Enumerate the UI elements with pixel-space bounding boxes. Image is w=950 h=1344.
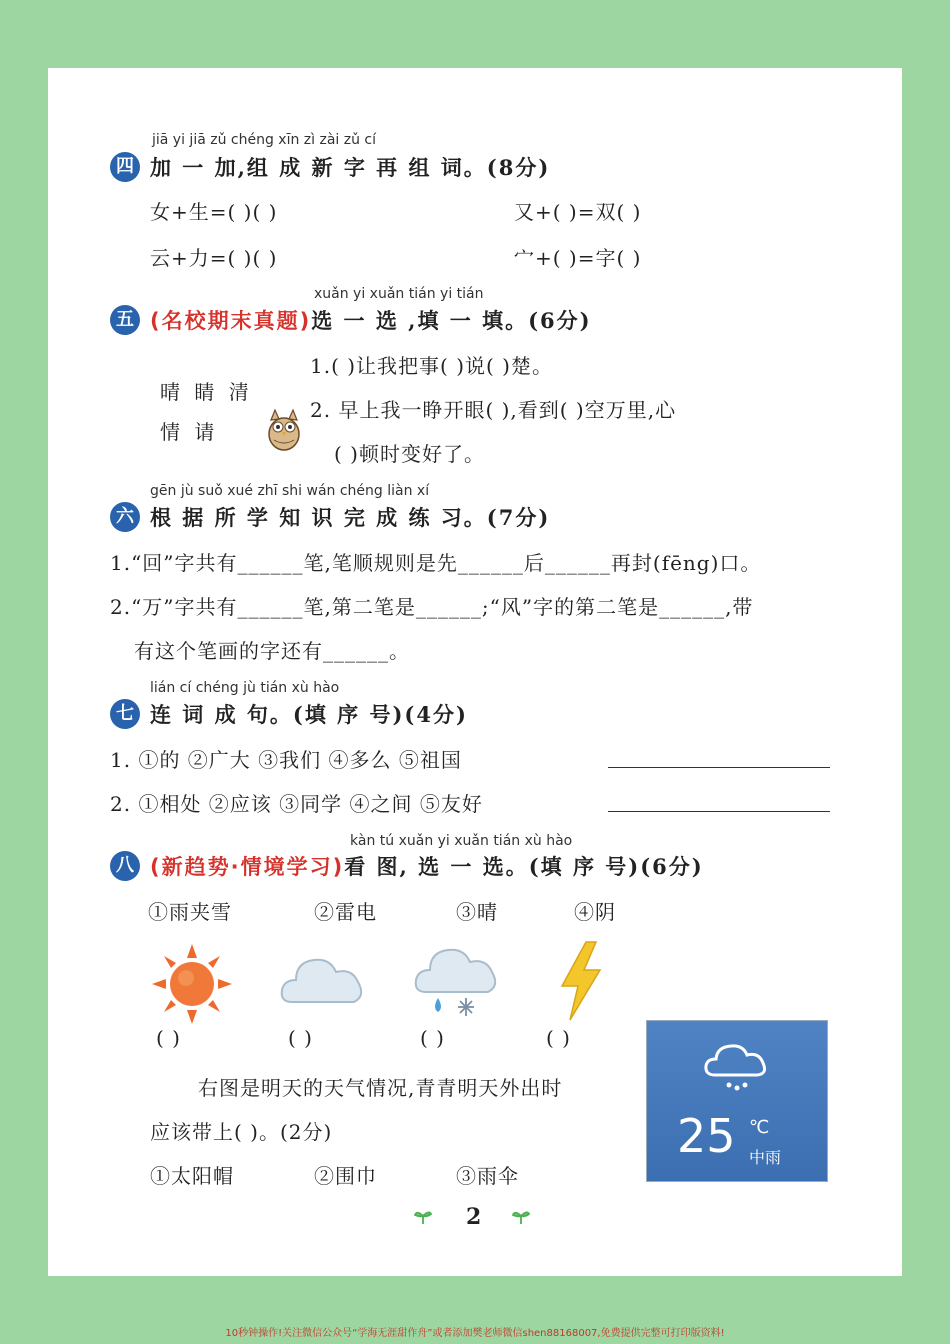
s8-choice-3: ③雨伞: [456, 1164, 519, 1188]
s8-bracket-4: ( ): [546, 1026, 571, 1050]
s8-pinyin: kàn tú xuǎn yi xuǎn tián xù hào: [350, 833, 573, 849]
sprout-icon-right: [512, 1210, 530, 1224]
s7-title: 连 词 成 句。(填 序 号)(4分): [150, 702, 468, 727]
s4-number: 四: [110, 152, 140, 182]
s8-paragraph-1: 右图是明天的天气情况,青青明天外出时: [198, 1076, 563, 1100]
s5-q2-cont: ( )顿时变好了。: [334, 442, 485, 466]
s4-title: 加 一 加,组 成 新 字 再 组 词。(8分): [150, 155, 551, 180]
owl-icon: [266, 408, 302, 452]
page-number: 2: [466, 1204, 482, 1230]
rain-cloud-icon: [703, 1041, 769, 1093]
s5-q2: 2. 早上我一睁开眼( ),看到( )空万里,心: [310, 398, 677, 422]
s4-row-1b: 又+( )=双( ): [514, 200, 642, 224]
sprout-icon-left: [414, 1210, 432, 1224]
s6-q1: 1.“回”字共有______笔,笔顺规则是先______后______再封(fēng)口。: [110, 551, 762, 575]
weather-description: 中雨: [749, 1148, 782, 1167]
s5-chars-row2: 情 请: [160, 420, 219, 444]
s5-q1: 1.( )让我把事( )说( )楚。: [310, 354, 553, 378]
s8-tag: (新趋势·情境学习): [150, 855, 345, 879]
s6-q2: 2.“万”字共有______笔,第二笔是______;“风”字的第二笔是______,带: [110, 595, 754, 619]
s6-number: 六: [110, 502, 140, 532]
s7-pinyin: lián cí chéng jù tián xù hào: [150, 680, 340, 696]
s7-number: 七: [110, 699, 140, 729]
s8-bracket-2: ( ): [288, 1026, 313, 1050]
cloud-icon: [278, 946, 366, 1010]
weather-temperature: 25: [677, 1109, 736, 1163]
s7-q1: 1. ①的 ②广大 ③我们 ④多么 ⑤祖国: [110, 748, 462, 772]
s5-title-text: 选 一 选 ,填 一 填。(6分): [311, 308, 592, 333]
s8-choice-2: ②围巾: [314, 1164, 377, 1188]
s8-number: 八: [110, 851, 140, 881]
s8-option-3: ③晴: [456, 900, 498, 924]
sun-icon: [150, 942, 234, 1026]
sleet-icon: [412, 940, 500, 1020]
s8-bracket-1: ( ): [156, 1026, 181, 1050]
s7-answer-line-2: [608, 811, 830, 812]
s5-chars-row1: 晴 睛 清: [160, 380, 253, 404]
s5-number: 五: [110, 305, 140, 335]
s8-title: [150, 851, 704, 881]
s6-pinyin: gēn jù suǒ xué zhī shi wán chéng liàn xí: [150, 483, 430, 499]
s4-row-2a: 云+力=( )( ): [150, 246, 278, 270]
s6-q2-cont: 有这个笔画的字还有______。: [134, 639, 410, 663]
s8-option-2: ②雷电: [314, 900, 377, 924]
weather-card: [646, 1020, 828, 1182]
worksheet-page: [48, 68, 902, 1276]
s5-pinyin: xuǎn yi xuǎn tián yi tián: [314, 286, 484, 302]
s4-row-1a: 女+生=( )( ): [150, 200, 278, 224]
s8-paragraph-2: 应该带上( )。(2分): [150, 1120, 333, 1144]
s8-title-text: 看 图, 选 一 选。(填 序 号)(6分): [344, 854, 704, 879]
s4-pinyin: jiā yi jiā zǔ chéng xīn zì zài zǔ cí: [152, 132, 377, 148]
s6-title: 根 据 所 学 知 识 完 成 练 习。(7分): [150, 505, 551, 530]
s8-bracket-3: ( ): [420, 1026, 445, 1050]
weather-unit: ℃: [749, 1117, 770, 1138]
s8-option-1: ①雨夹雪: [148, 900, 232, 924]
s7-q2: 2. ①相处 ②应该 ③同学 ④之间 ⑤友好: [110, 792, 483, 816]
footer-notice: 10秒钟操作!关注微信公众号“学海无涯甜作舟”或者添加樊老师微信shen88168007,免费提供完整可打印版资料!: [225, 1328, 725, 1339]
lightning-icon: [556, 940, 606, 1022]
s7-answer-line-1: [608, 767, 830, 768]
s8-option-4: ④阴: [574, 900, 616, 924]
s8-choice-1: ①太阳帽: [150, 1164, 234, 1188]
s5-title: [150, 305, 592, 335]
s4-row-2b: 宀+( )=字( ): [514, 246, 642, 270]
s5-tag: (名校期末真题): [150, 309, 312, 333]
